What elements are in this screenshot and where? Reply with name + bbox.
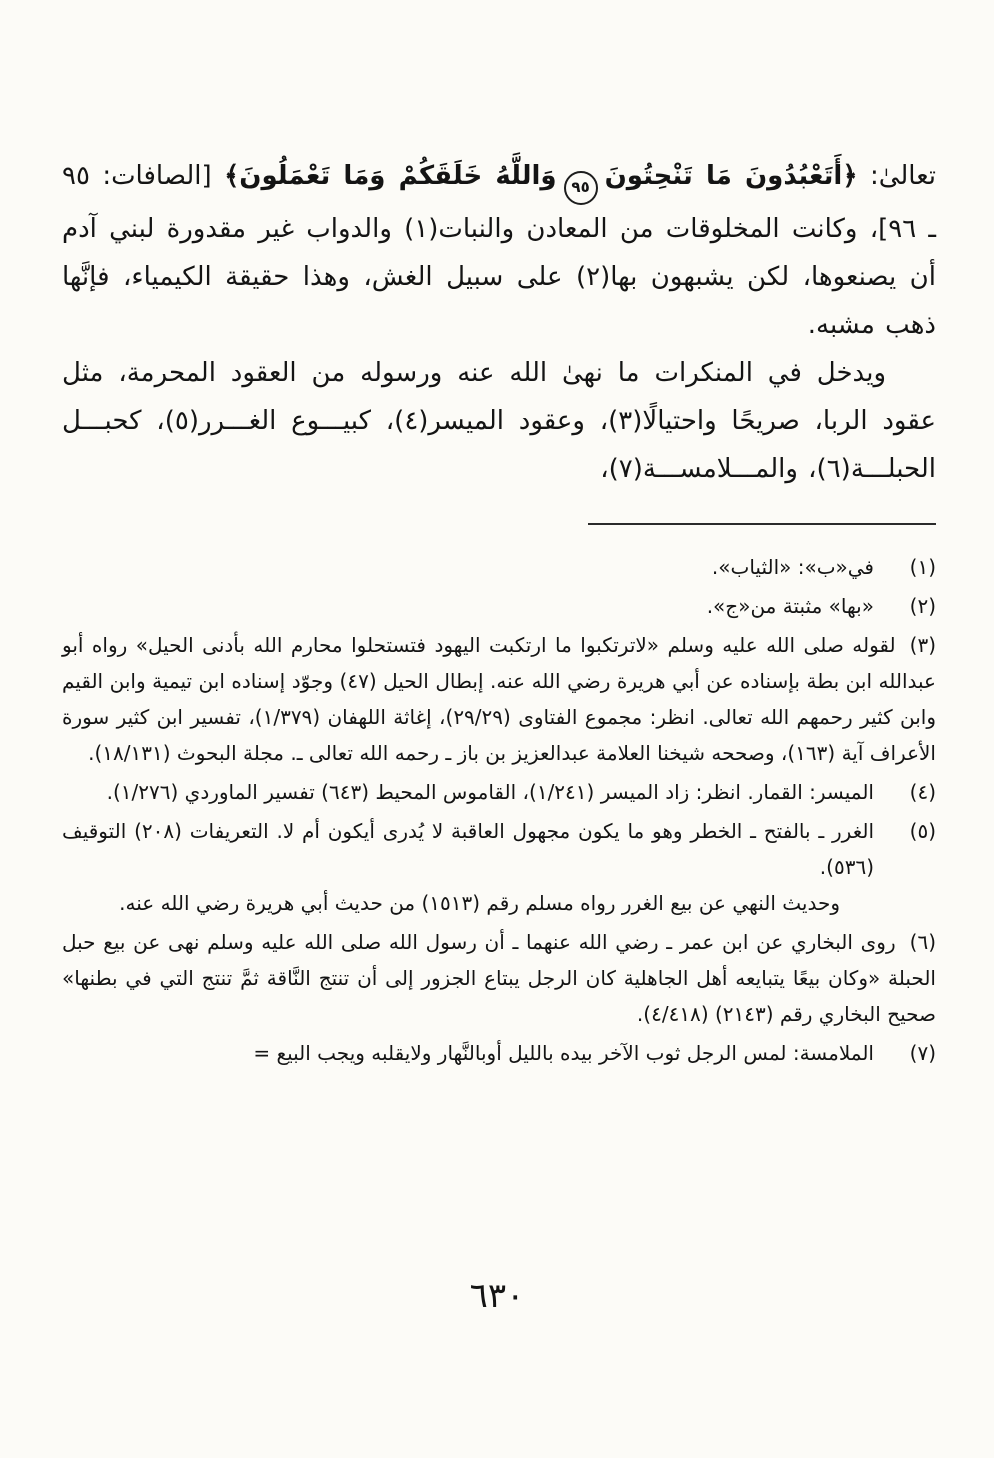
footnote-number: (١)	[909, 555, 936, 580]
footnote-text: الميسر: القمار. انظر: زاد الميسر (١/٢٤١)، القاموس المحيط (٦٤٣) تفسير الماوردي (١/٢٧٦).	[106, 780, 874, 805]
footnote-5	[62, 813, 936, 921]
paragraph-main-1	[62, 152, 936, 349]
quran-part-2: وَاللَّهُ خَلَقَكُمْ وَمَا تَعْمَلُونَ﴾	[224, 161, 557, 191]
footnote-4	[62, 774, 936, 810]
footnote-number: (٤)	[909, 780, 936, 805]
footnote-number: (٦)	[909, 930, 936, 955]
paragraph-1-text: وكانت المخلوقات من المعادن والنبات(١) والدواب غير مقدورة لبني آدم أن يصنعوها، لكن يشبهون بها(٢) على سبيل الغش، وهذا حقيقة الكيمياء، فإنَّها ذهب مشبه.	[62, 213, 936, 341]
paragraph-main-2: ويدخل في المنكرات ما نهىٰ الله عنه ورسوله من العقود المحرمة، مثل عقود الربا، صريحًا واحتيالًا(٣)، وعقود الميسر(٤)، كبيـــوع الغـــرر(٥)، كحبـــل الحبلـــة(٦)، والمـــلامســـة(٧)،	[62, 358, 937, 485]
footnote-6	[62, 924, 936, 1032]
footnote-number: (٧)	[909, 1041, 936, 1066]
footnote-text: الملامسة: لمس الرجل ثوب الآخر بيده بالليل أوبالنَّهار ولايقلبه ويجب البيع =	[253, 1041, 874, 1066]
footnote-number: (٣)	[909, 633, 936, 658]
footnote-paragraph-1: الغرر ـ بالفتح ـ الخطر وهو ما يكون مجهول العاقبة لا يُدرى أيكون أم لا. التعريفات (٢٠٨) التوقيف (٥٣٦).	[62, 819, 874, 880]
footnote-paragraph-2: وحديث النهي عن بيع الغرر رواه مسلم رقم (١٥١٣) من حديث أبي هريرة رضي الله عنه.	[119, 891, 840, 916]
main-text-block	[62, 152, 936, 493]
footnote-number: (٢)	[909, 594, 936, 619]
footnotes-section	[62, 549, 936, 1071]
footnote-number: (٥)	[909, 819, 936, 844]
footnote-text: «بها» مثبتة من«ج».	[706, 594, 874, 619]
footnote-text: في«ب»: «الثياب».	[711, 555, 874, 580]
footnote-1	[62, 549, 936, 585]
verse-reference: [الصافات: ٩٥ ـ ٩٦]،	[62, 161, 936, 244]
footnote-text	[62, 813, 874, 921]
quran-part-1: ﴿أَتَعْبُدُونَ مَا تَنْحِتُونَ	[604, 161, 858, 191]
footnote-text: لقوله صلى الله عليه وسلم «لاترتكبوا ما ارتكبت اليهود فتستحلوا محارم الله بأدنى الحيل» رواه أبو عبدالله ابن بطة بإسناده عن أبي هريرة رضي الله عنه. إبطال الحيل (٤٧) وجوّد إسناده ابن تيمية وابن القيم وابن كثير رحمهم الله تعالى. انظر: مجموع الفتاوى (٢٩/٢٩)، إغاثة اللهفان (١/٣٧٩)، تفسير ابن كثير سورة الأعراف آية (١٦٣)، وصححه شيخنا العلامة عبدالعزيز بن باز ـ رحمه الله تعالى ـ. مجلة البحوث (١٨/١٣١).	[62, 633, 937, 766]
page-number: ٦٣٠	[469, 1276, 525, 1316]
lead-word: تعالىٰ:	[869, 161, 937, 191]
quran-verse	[224, 161, 858, 196]
footnote-separator	[588, 523, 936, 525]
footnote-7	[62, 1035, 936, 1071]
footnote-3	[62, 627, 936, 771]
footnote-text: روى البخاري عن ابن عمر ـ رضي الله عنهما ـ أن رسول الله صلى الله عليه وسلم نهى عن بيع حبل الحبلة «وكان بيعًا يتبايعه أهل الجاهلية كان الرجل يبتاع الجزور إلى أن تنتج النَّاقة ثمَّ تنتج التي في بطنها» صحيح البخاري رقم (٢١٤٣) (٤/٤١٨).	[62, 930, 936, 1027]
footnote-2	[62, 588, 936, 624]
ayah-number-marker: ٩٥	[564, 171, 598, 205]
